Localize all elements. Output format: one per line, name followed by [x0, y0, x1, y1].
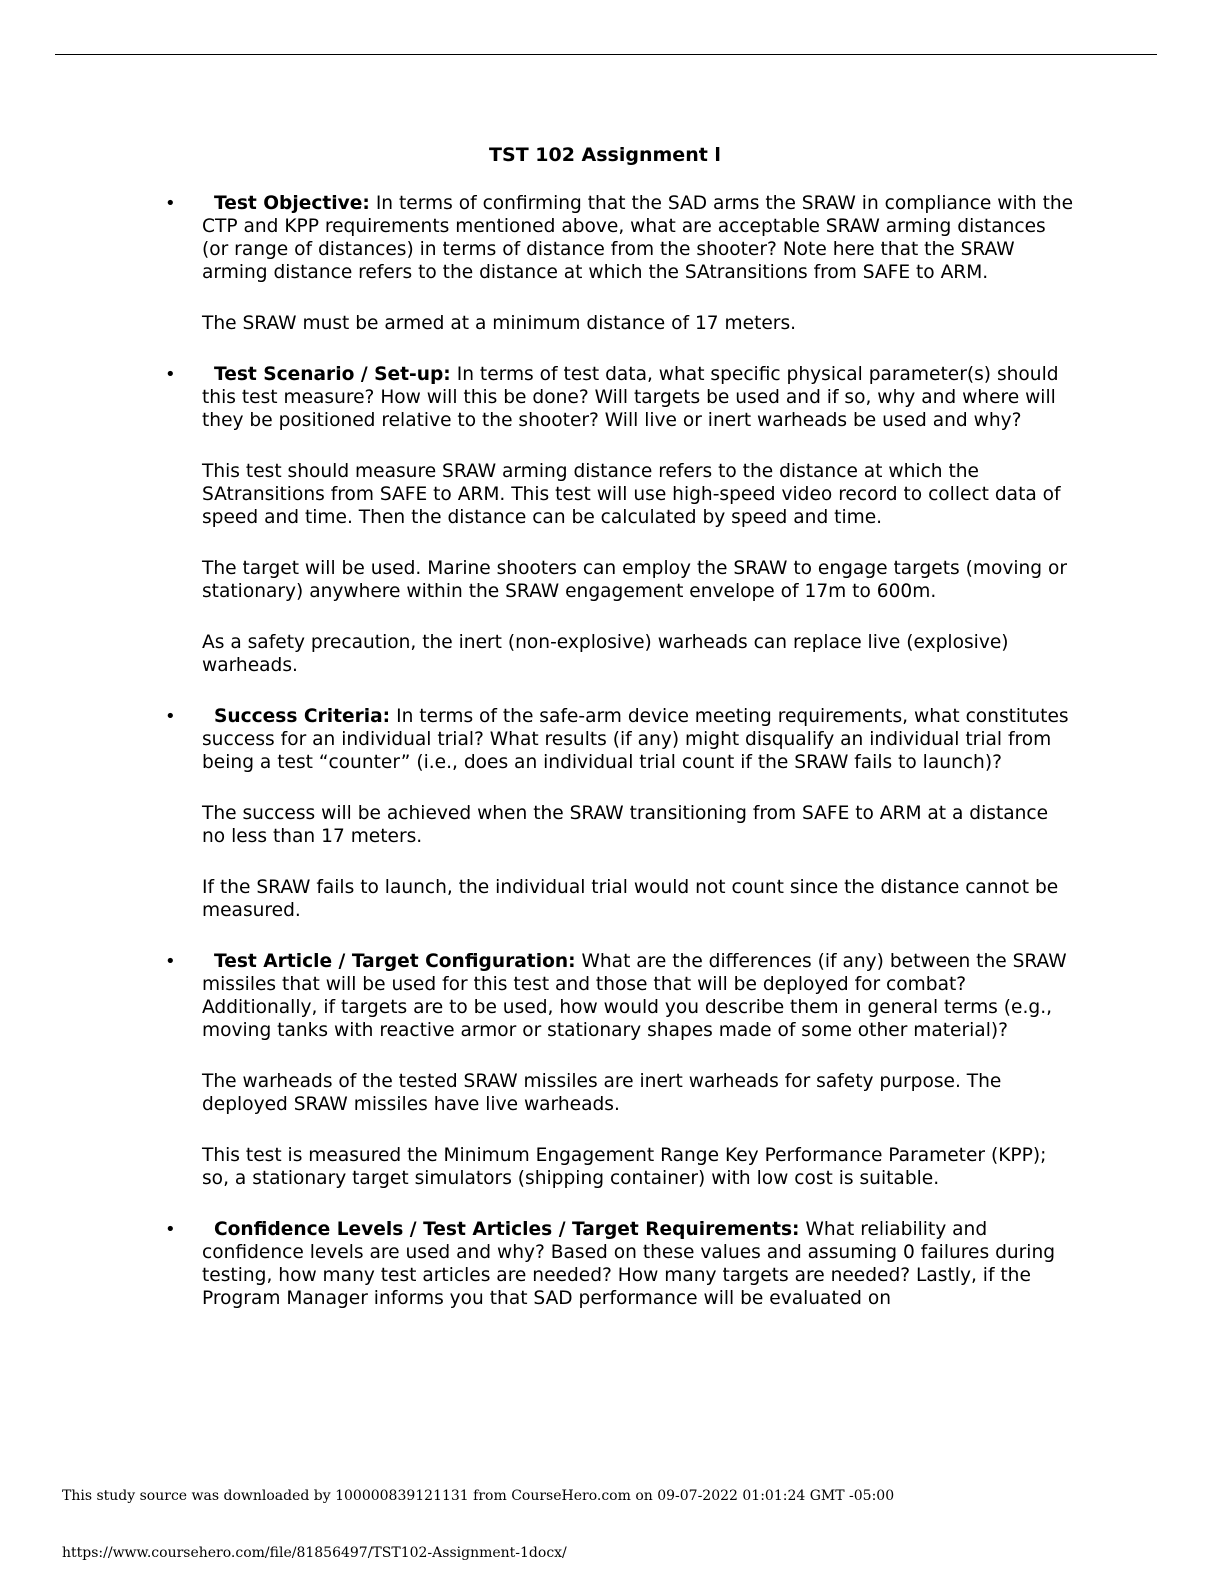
source-url-link[interactable]: https://www.coursehero.com/file/81856497/TST102-Assignment-1docx/ — [62, 1545, 567, 1561]
section-test-article-target-configuration — [165, 950, 1077, 1190]
bullet-icon: • — [165, 706, 176, 727]
question-text: What are the differences (if any) between the SRAW missiles that will be used for this test and those that will be deployed for combat? Additionally, if targets are to be used, how would you describe them in general terms (e.g., moving tanks with reactive armor or stationary shapes made of some other material)? — [202, 951, 1067, 1041]
answer-paragraph: The SRAW must be armed at a minimum distance of 17 meters. — [202, 313, 797, 334]
bullet-icon: • — [165, 193, 176, 214]
question-text: In terms of test data, what specific physical parameter(s) should this test measure? How will this be done? Will targets be used and if so, why and where will they be positioned relative to the shooter? Will live or inert warheads be used and why? — [202, 364, 1059, 431]
section-heading: Test Article / Target Configuration: — [214, 951, 576, 972]
section-test-objective — [165, 192, 1077, 335]
bullet-icon: • — [165, 364, 176, 385]
answer-paragraph: As a safety precaution, the inert (non-explosive) warheads can replace live (explosive) warheads. — [202, 632, 1009, 676]
section-question — [202, 950, 1077, 1042]
section-heading: Test Objective: — [214, 193, 370, 214]
question-text: What reliability and confidence levels are used and why? Based on these values and assuming 0 failures during testing, how many test articles are needed? How many targets are needed? Lastly, if the Program Manager informs you that SAD performance will be evaluated on — [202, 1219, 1056, 1309]
top-rule — [55, 54, 1157, 55]
section-test-scenario — [165, 363, 1077, 677]
answer-paragraph: The warheads of the tested SRAW missiles are inert warheads for safety purpose. The deployed SRAW missiles have live warheads. — [202, 1071, 1002, 1115]
download-source-note: This study source was downloaded by 100000839121131 from CourseHero.com on 09-07-2022 01:01:24 GMT -05:00 — [62, 1488, 895, 1504]
answer-paragraph: The target will be used. Marine shooters can employ the SRAW to engage targets (moving or stationary) anywhere within the SRAW engagement envelope of 17m to 600m. — [202, 558, 1068, 602]
section-question — [202, 192, 1077, 284]
section-question — [202, 1218, 1077, 1310]
document-body — [165, 192, 1077, 1310]
page-title: TST 102 Assignment l — [489, 144, 721, 166]
answer-paragraph: This test is measured the Minimum Engagement Range Key Performance Parameter (KPP); so, a stationary target simulators (shipping container) with low cost is suitable. — [202, 1145, 1047, 1189]
answer-paragraph: This test should measure SRAW arming distance refers to the distance at which the SAtransitions from SAFE to ARM. This test will use high-speed video record to collect data of speed and time. Then the distance can be calculated by speed and time. — [202, 461, 1061, 528]
section-heading: Test Scenario / Set-up: — [214, 364, 451, 385]
bullet-icon: • — [165, 951, 176, 972]
section-question — [202, 705, 1077, 774]
question-text: In terms of the safe-arm device meeting requirements, what constitutes success for an individual trial? What results (if any) might disqualify an individual trial from being a test “counter” (i.e., does an individual trial count if the SRAW fails to launch)? — [202, 706, 1069, 773]
section-success-criteria — [165, 705, 1077, 922]
section-confidence-levels — [165, 1218, 1077, 1310]
answer-paragraph: If the SRAW fails to launch, the individual trial would not count since the distance cannot be measured. — [202, 877, 1059, 921]
answer-paragraph: The success will be achieved when the SRAW transitioning from SAFE to ARM at a distance no less than 17 meters. — [202, 803, 1049, 847]
section-question — [202, 363, 1077, 432]
question-text: In terms of confirming that the SAD arms the SRAW in compliance with the CTP and KPP requirements mentioned above, what are acceptable SRAW arming distances (or range of distances) in terms of distance from the shooter? Note here that the SRAW arming distance refers to the distance at which the SAtransitions from SAFE to ARM. — [202, 193, 1074, 283]
section-heading: Confidence Levels / Test Articles / Target Requirements: — [214, 1219, 800, 1240]
section-heading: Success Criteria: — [214, 706, 391, 727]
bullet-icon: • — [165, 1219, 176, 1240]
